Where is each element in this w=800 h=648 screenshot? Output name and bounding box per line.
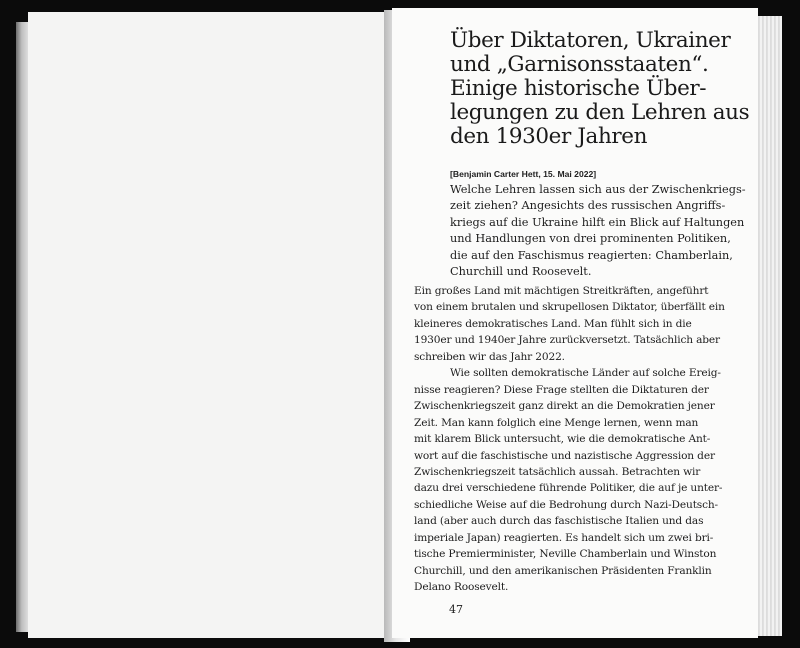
body-line: Wie sollten demokratische Länder auf solche Ereig-: [450, 367, 721, 380]
chapter-title: [450, 29, 750, 149]
body-line: wort auf die faschistische und nazistische Aggression der: [414, 449, 715, 462]
abstract-line: kriegs auf die Ukraine hilft ein Blick auf Haltungen: [450, 215, 745, 229]
title-line: Über Diktatoren, Ukrainer: [450, 28, 731, 53]
body-line: Zwischenkriegszeit tatsächlich aussah. Betrachten wir: [414, 465, 701, 478]
body-line: Ein großes Land mit mächtigen Streitkräften, angeführt: [414, 285, 709, 297]
left-page-blank: [28, 12, 388, 638]
body-line: imperiale Japan) reagierten. Es handelt sich um zwei bri-: [414, 531, 714, 544]
body-line: kleineres demokratisches Land. Man fühlt sich in die: [414, 317, 692, 330]
abstract-line: Churchill und Roosevelt.: [450, 265, 592, 279]
body-line: Churchill, und den amerikanischen Präsidenten Franklin: [414, 564, 712, 577]
abstract: [450, 182, 750, 280]
abstract-line: und Handlungen von drei prominenten Politiken,: [450, 232, 731, 246]
abstract-line: die auf den Faschismus reagierten: Chamberlain,: [450, 248, 733, 262]
body-line: nisse reagieren? Diese Frage stellten die Diktaturen der: [414, 383, 709, 396]
abstract-line: zeit ziehen? Angesichts des russischen Angriffs-: [450, 199, 726, 213]
title-line: legungen zu den Lehren aus: [450, 100, 750, 125]
author-byline: [Benjamin Carter Hett, 15. Mai 2022]: [450, 169, 597, 179]
body-line: schiedliche Weise auf die Bedrohung durch Nazi-Deutsch-: [414, 498, 718, 511]
body-line: dazu drei verschiedene führende Politiker, die auf je unter-: [414, 482, 723, 495]
title-line: Einige historische Über-: [450, 76, 707, 101]
title-line: und „Garnisonsstaaten“.: [450, 52, 709, 77]
body-line: 1930er und 1940er Jahre zurückversetzt. Tatsächlich aber: [414, 334, 720, 347]
body-line: tische Premierminister, Neville Chamberlain und Winston: [414, 548, 717, 561]
body-line: land (aber auch durch das faschistische Italien und das: [414, 515, 704, 528]
body-line: mit klarem Blick untersucht, wie die demokratische Ant-: [414, 433, 711, 446]
body-line: schreiben wir das Jahr 2022.: [414, 350, 565, 363]
body-line: Zeit. Man kann folglich eine Menge lernen, wenn man: [414, 416, 699, 429]
body-line: Zwischenkriegszeit ganz direkt an die Demokratien jener: [414, 400, 715, 413]
abstract-line: Welche Lehren lassen sich aus der Zwischenkriegs-: [450, 183, 746, 196]
body-line: von einem brutalen und skrupellosen Diktator, überfällt ein: [414, 301, 725, 314]
body-text: [414, 283, 750, 596]
body-line: Delano Roosevelt.: [414, 581, 509, 594]
title-line: den 1930er Jahren: [450, 124, 648, 149]
page-number: 47: [449, 603, 463, 616]
